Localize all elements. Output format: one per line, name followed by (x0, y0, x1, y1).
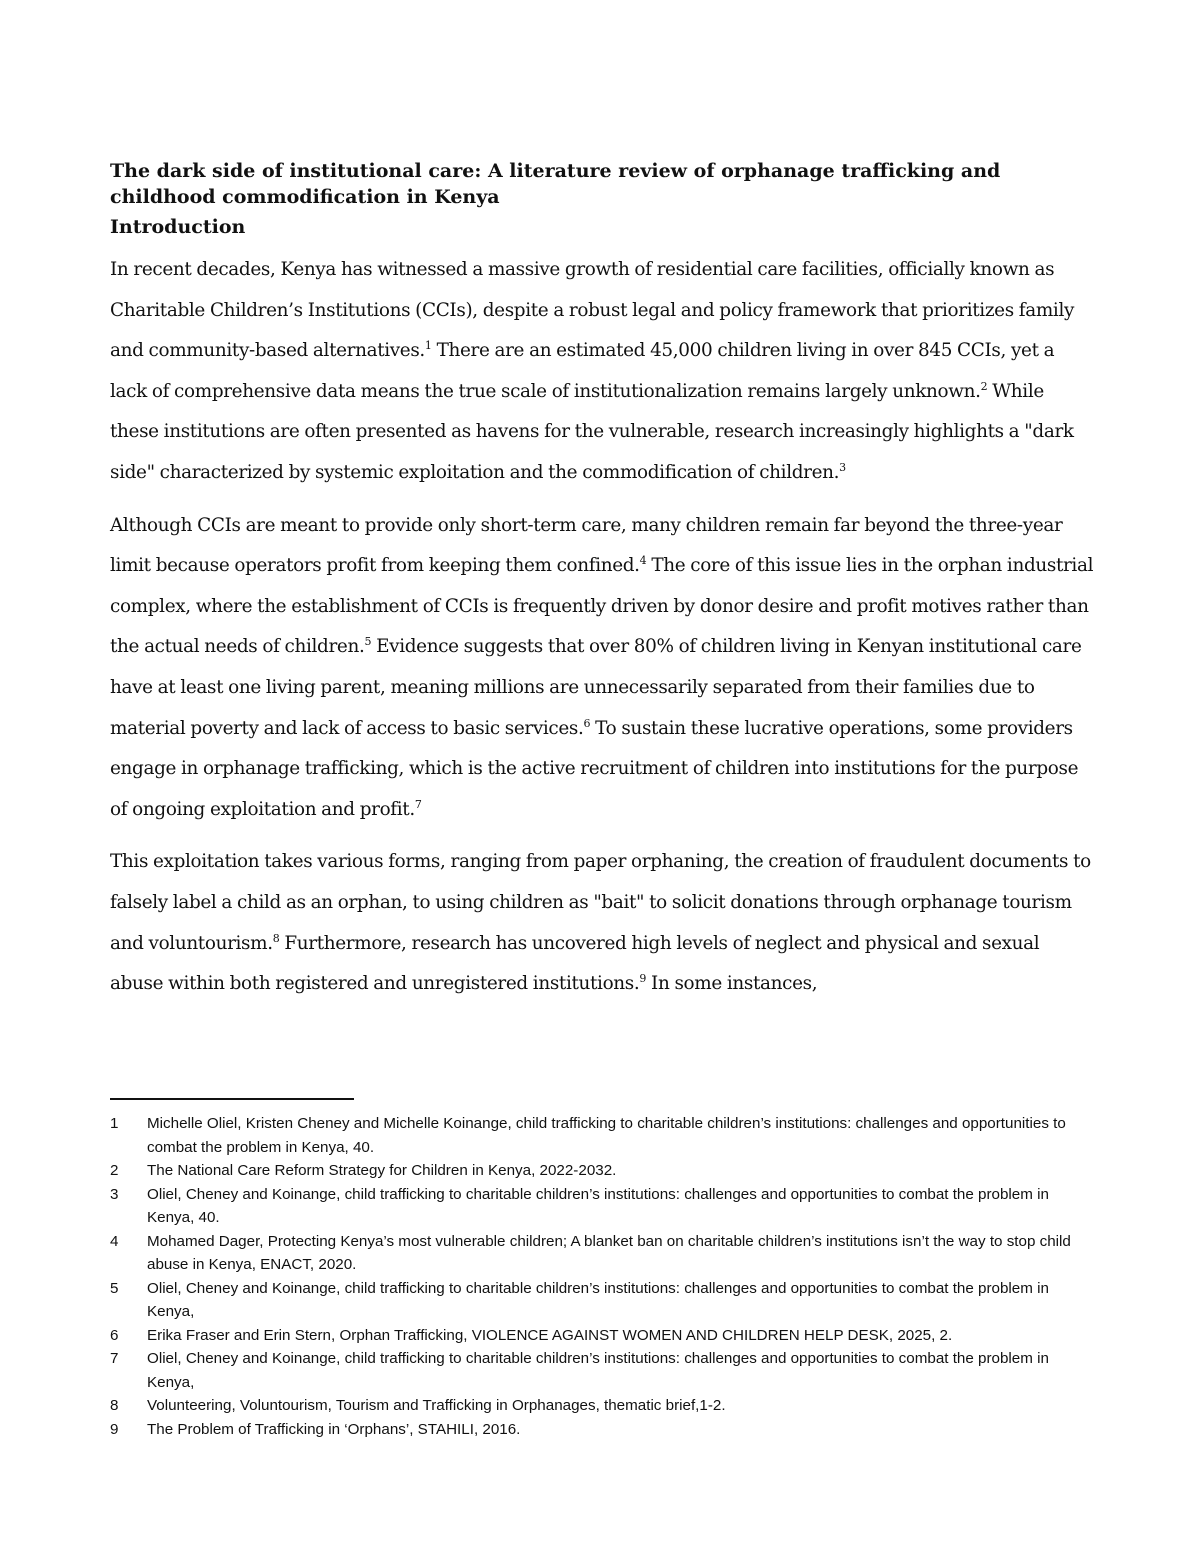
footnote-number: 3 (110, 1185, 119, 1203)
footnote-ref[interactable]: 5 (364, 635, 372, 649)
paragraph-text: The core of this issue lies in the orphan industrial complex, where the establishment of CCIs is frequently driven by donor desire and profit motives rather than the actual needs of children. (110, 555, 1094, 658)
footnote-number: 5 (110, 1279, 119, 1297)
paragraph-2 (110, 506, 1095, 831)
footnote-item (110, 1394, 1100, 1418)
document-title: The dark side of institutional care: A literature review of orphanage trafficking and childhood commodification in Kenya (110, 160, 1001, 208)
footnote-number: 7 (110, 1350, 119, 1367)
paragraph-text: While these institutions are often presented as havens for the vulnerable, research increasingly highlights a "dark side" characterized by systemic exploitation and the commodification of children. (110, 380, 1074, 483)
paragraph-text: In recent decades, Kenya has witnessed a massive growth of residential care facilities, officially known as Charitable Children’s Institutions (CCIs), despite a robust legal and policy framework that prioritizes family and community-based alternatives. (110, 259, 1075, 362)
section-heading: Introduction (110, 216, 246, 238)
paragraph-text: In some instances, (646, 973, 818, 995)
footnote-text: Volunteering, Voluntourism, Tourism and Trafficking in Orphanages, thematic brief,1-2. (147, 1397, 726, 1414)
footnote-ref[interactable]: 1 (424, 339, 432, 353)
footnote-text: The National Care Reform Strategy for Children in Kenya, 2022-2032. (147, 1162, 617, 1179)
footnote-ref[interactable]: 2 (980, 379, 988, 393)
paragraph-text: Although CCIs are meant to provide only short-term care, many children remain far beyond the three-year limit because operators profit from keeping them confined. (110, 514, 1063, 577)
footnote-text: Oliel, Cheney and Koinange, child trafficking to charitable children’s institutions: challenges and opportunities to combat the problem in Kenya, (147, 1350, 1049, 1391)
paragraph-text: Evidence suggests that over 80% of children living in Kenyan institutional care have at least one living parent, meaning millions are unnecessarily separated from their families due to material poverty and lack of access to basic services. (110, 636, 1082, 739)
paragraph-1 (110, 250, 1095, 494)
footnote-item (110, 1112, 1100, 1159)
footnote-ref[interactable]: 8 (272, 931, 280, 945)
footnote-item (110, 1230, 1100, 1277)
footnote-item (110, 1183, 1100, 1230)
footnote-list (110, 1112, 1100, 1441)
paragraph-3 (110, 842, 1095, 1004)
footnote-text: Erika Fraser and Erin Stern, Orphan Trafficking, VIOLENCE AGAINST WOMEN AND CHILDREN HELP DESK, 2025, 2. (147, 1326, 953, 1344)
footnote-text: Oliel, Cheney and Koinange, child trafficking to charitable children’s institutions: challenges and opportunities to combat the problem in Kenya, (147, 1279, 1049, 1320)
footnote-number: 8 (110, 1397, 119, 1414)
footnote-number: 6 (110, 1326, 119, 1344)
footnote-text: Michelle Oliel, Kristen Cheney and Michelle Koinange, child trafficking to charitable children’s institutions: challenges and opportunities to combat the problem in Kenya, 40. (147, 1115, 1066, 1156)
footnotes-section (110, 1098, 1100, 1441)
footnote-ref[interactable]: 7 (414, 797, 422, 811)
footnote-separator (110, 1098, 354, 1100)
footnote-number: 2 (110, 1162, 119, 1179)
paragraph-text: To sustain these lucrative operations, some providers engage in orphanage trafficking, which is the active recruitment of children into institutions for the purpose of ongoing exploitation and profit. (110, 717, 1079, 820)
footnote-ref[interactable]: 3 (839, 460, 846, 474)
paragraph-text: Furthermore, research has uncovered high levels of neglect and physical and sexual abuse within both registered and unregistered institutions. (110, 932, 1040, 995)
footnote-text: Mohamed Dager, Protecting Kenya’s most vulnerable children; A blanket ban on charitable children’s institutions isn’t the way to stop child abuse in Kenya, ENACT, 2020. (147, 1232, 1071, 1273)
footnote-number: 9 (110, 1420, 119, 1438)
footnote-item (110, 1347, 1100, 1394)
paragraph-text: This exploitation takes various forms, ranging from paper orphaning, the creation of fraudulent documents to falsely label a child as an orphan, to using children as "bait" to solicit donations through orphanage tourism and voluntourism. (110, 851, 1091, 954)
footnote-item (110, 1324, 1100, 1348)
footnote-ref[interactable]: 9 (639, 971, 647, 985)
footnote-number: 1 (110, 1115, 119, 1132)
footnote-text: The Problem of Trafficking in ‘Orphans’, STAHILI, 2016. (147, 1420, 521, 1438)
document-page (110, 158, 1095, 1017)
footnote-text: Oliel, Cheney and Koinange, child trafficking to charitable children’s institutions: challenges and opportunities to combat the problem in Kenya, 40. (147, 1185, 1049, 1226)
footnote-ref[interactable]: 4 (639, 554, 647, 568)
paragraph-text: There are an estimated 45,000 children living in over 845 CCIs, yet a lack of comprehensive data means the true scale of institutionalization remains largely unknown. (110, 340, 1055, 402)
footnote-item (110, 1418, 1100, 1442)
footnote-item (110, 1159, 1100, 1183)
footnote-item (110, 1277, 1100, 1324)
footnote-ref[interactable]: 6 (583, 716, 591, 730)
footnote-number: 4 (110, 1232, 119, 1250)
